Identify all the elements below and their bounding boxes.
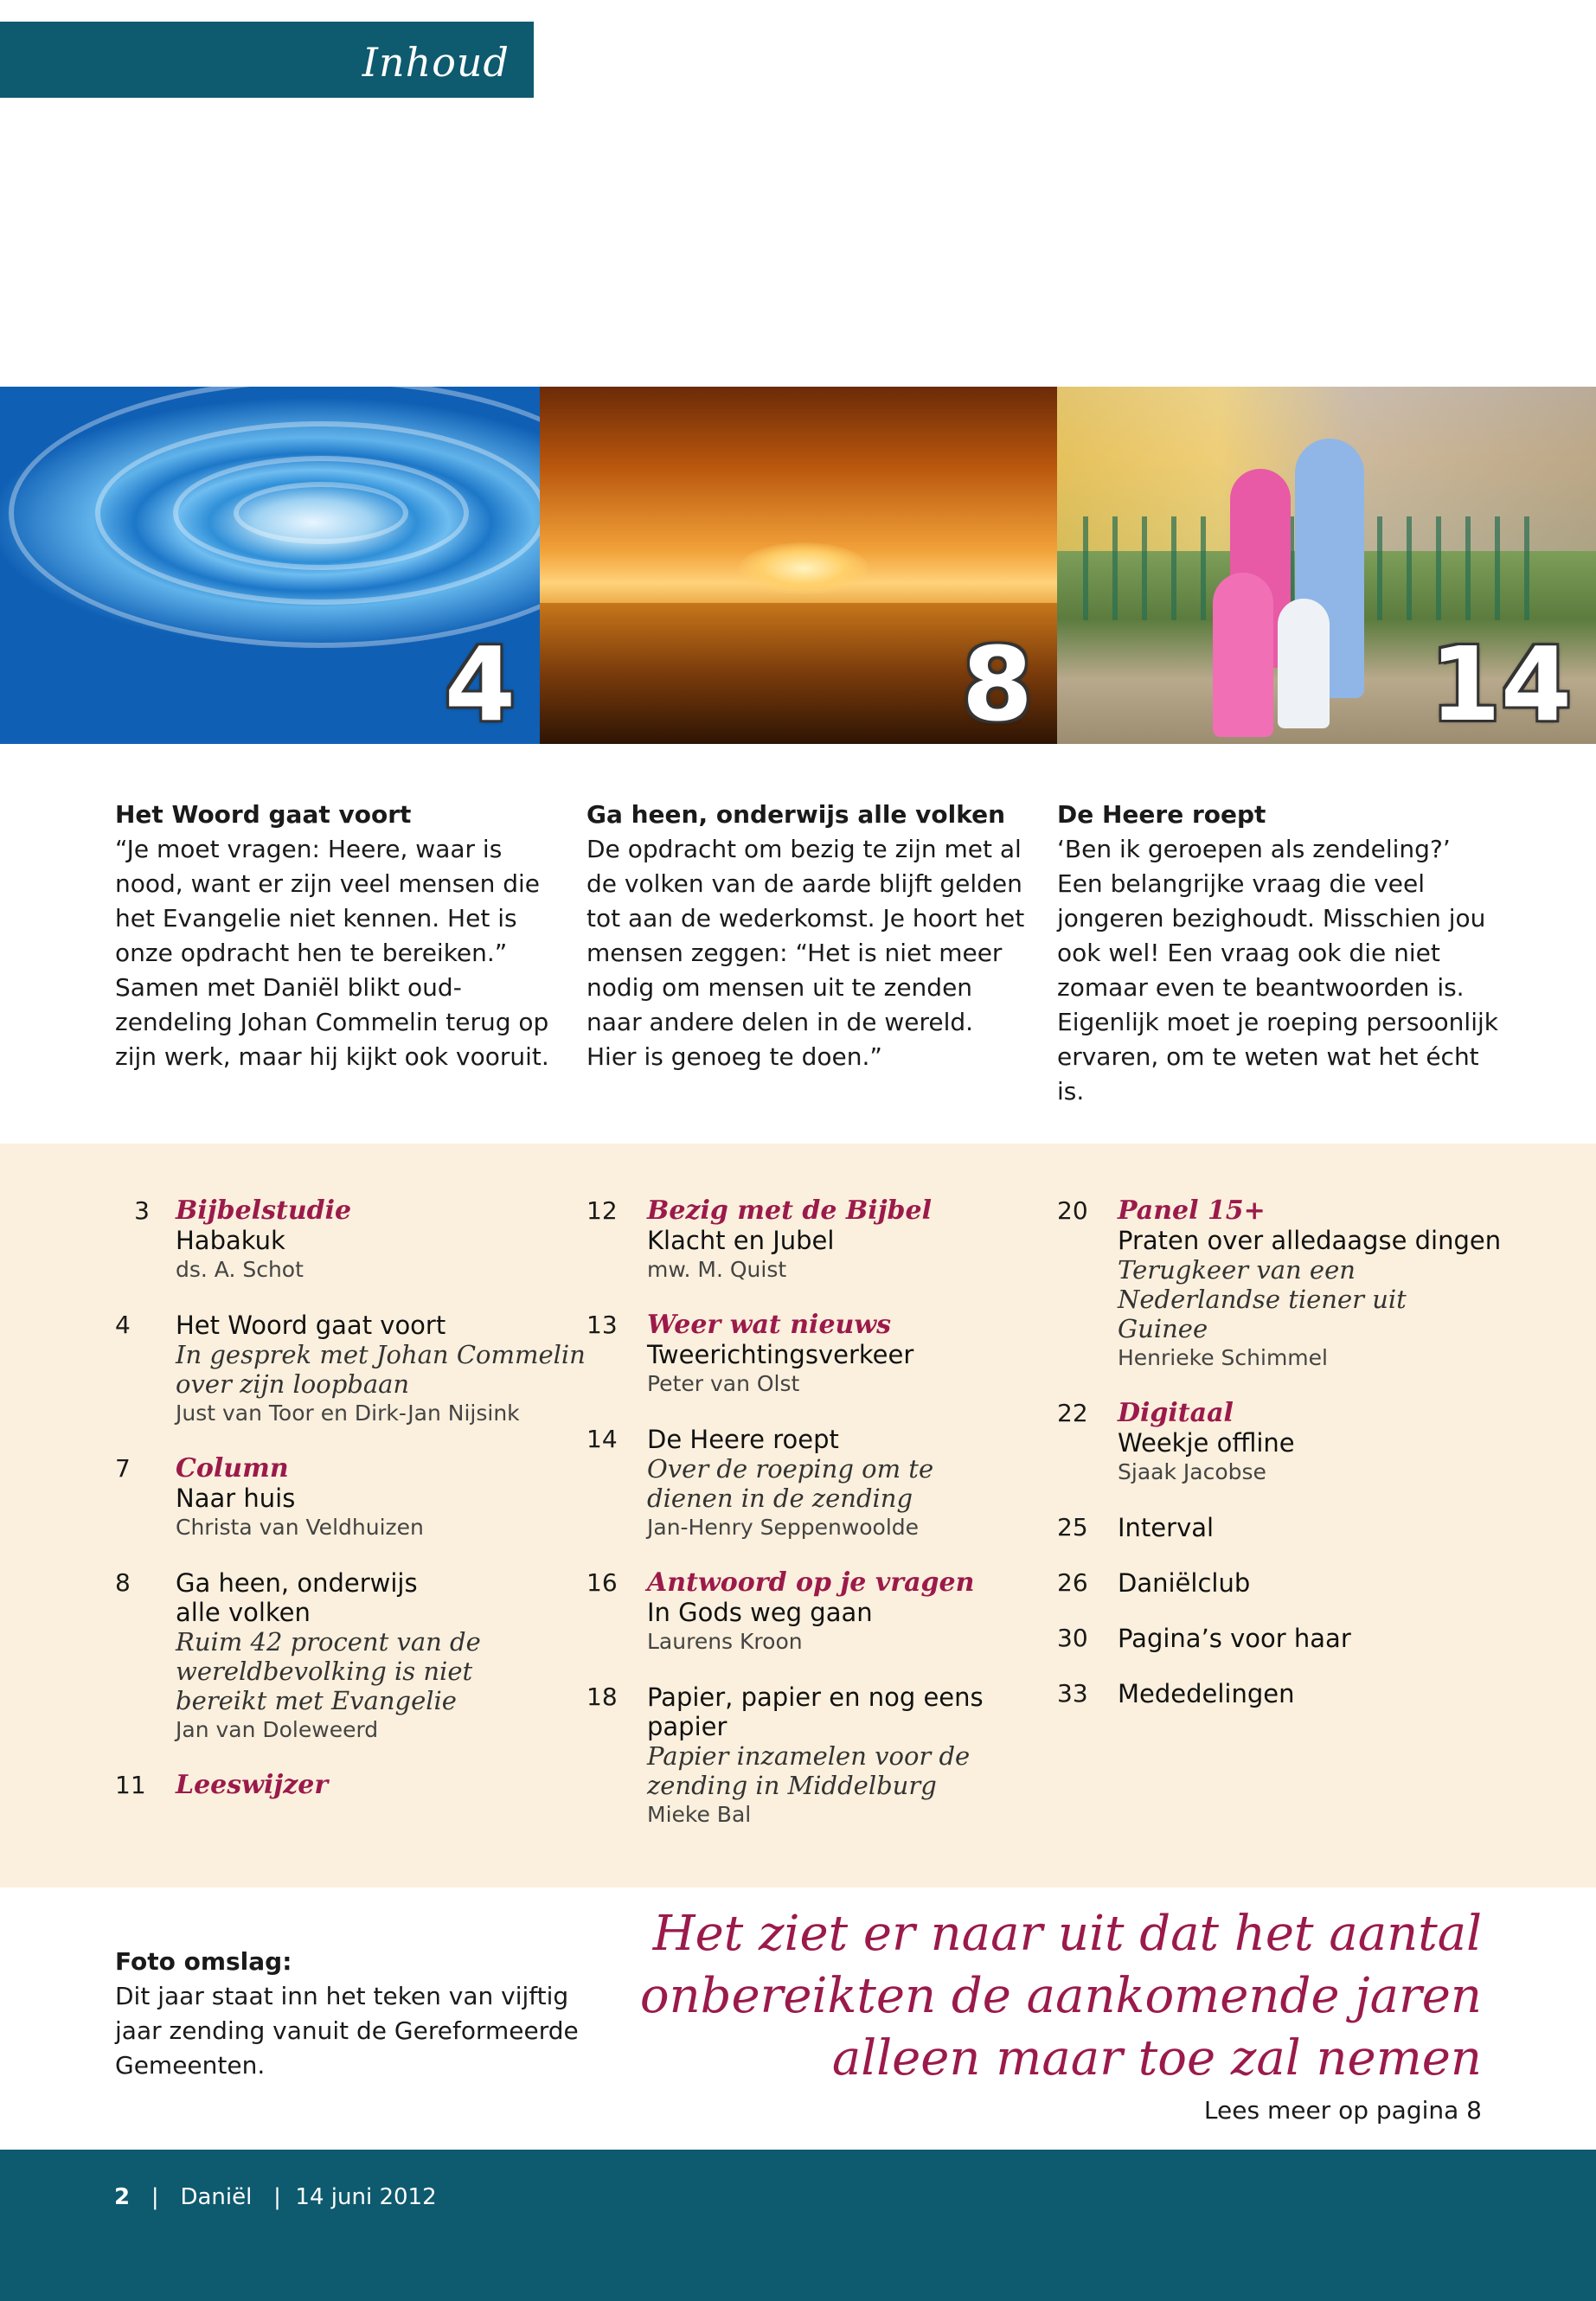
contents-entry[interactable] [1057, 1399, 1542, 1487]
section-label: Inhoud [362, 39, 510, 86]
entry-subtitle: Terugkeer van een Nederlandse tiener uit Guinee [1118, 1255, 1407, 1343]
entry-title: In Gods weg gaan [647, 1598, 873, 1627]
entry-title: Daniëlclub [1118, 1568, 1251, 1598]
person [1278, 599, 1330, 728]
entry-title: Papier, papier en nog eens papier [647, 1682, 984, 1741]
intro-title: De Heere roept [1057, 800, 1266, 829]
entry-title: Ga heen, onderwijs alle volken [176, 1568, 418, 1627]
contents-entry[interactable] [115, 1771, 599, 1800]
intro-column-1[interactable] [115, 798, 556, 1074]
footer-page-number: 2 [114, 2184, 131, 2210]
contents-entry[interactable] [1057, 1624, 1542, 1653]
entry-page: 22 [1057, 1399, 1088, 1427]
entry-page: 12 [586, 1196, 618, 1225]
entry-title: Weekje offline [1118, 1428, 1295, 1458]
contents-column-2 [586, 1196, 1071, 1856]
entry-category: Digitaal [1118, 1398, 1234, 1428]
entry-page: 16 [586, 1568, 618, 1597]
entry-author: Jan van Doleweerd [176, 1717, 379, 1742]
contents-entry[interactable] [1057, 1196, 1542, 1373]
contents-entry[interactable] [586, 1425, 1071, 1542]
person [1213, 573, 1273, 737]
contents-column-3 [1057, 1196, 1542, 1734]
entry-page: 8 [115, 1568, 131, 1597]
photo-page-number: 14 [1429, 625, 1572, 744]
photo-sunset[interactable] [540, 387, 1057, 744]
contents-entry[interactable] [1057, 1679, 1542, 1708]
entry-author: Peter van Olst [647, 1371, 800, 1396]
contents-entry[interactable] [1057, 1513, 1542, 1542]
footer-separator: | [137, 2184, 174, 2210]
entry-author: Jan-Henry Seppenwoolde [647, 1515, 920, 1540]
entry-title: Interval [1118, 1513, 1215, 1542]
entry-page: 13 [586, 1311, 618, 1339]
entry-page: 7 [115, 1454, 131, 1483]
entry-page: 18 [586, 1682, 618, 1711]
entry-page: 26 [1057, 1568, 1088, 1597]
cover-caption-title: Foto omslag: [115, 1947, 292, 1976]
entry-page: 14 [586, 1425, 618, 1453]
photo-family[interactable] [1057, 387, 1596, 744]
entry-category: Antwoord op je vragen [647, 1567, 975, 1598]
pull-quote: Het ziet er naar uit dat het aantal onbereikten de aankomende jaren alleen maar toe zal nemen [639, 1906, 1482, 2086]
entry-page: 3 [134, 1196, 150, 1225]
contents-column-1 [115, 1196, 599, 1826]
entry-title: Praten over alledaagse dingen [1118, 1226, 1502, 1255]
section-header [0, 22, 534, 98]
contents-entry[interactable] [115, 1454, 599, 1542]
entry-title: Mededelingen [1118, 1679, 1295, 1708]
intro-text: ‘Ben ik geroepen als zendeling?’ Een belangrijke vraag die veel jongeren bezighoudt. Misschien jou ook wel! Een vraag ook die niet zomaar even te beantwoorden is. Eigenlijk moet je roeping persoonlijk ervaren, om te weten wat het écht is. [1057, 835, 1498, 1106]
contents-entry[interactable] [586, 1568, 1071, 1657]
entry-author: Laurens Kroon [647, 1629, 803, 1654]
entry-page: 25 [1057, 1513, 1088, 1541]
contents-entry[interactable] [586, 1196, 1071, 1285]
intro-text: De opdracht om bezig te zijn met al de volken van de aarde blijft gelden tot aan de wederkomst. Je hoort het mensen zeggen: “Het is niet meer nodig om mensen uit te zenden naar andere delen in de wereld. Hier is genoeg te doen.” [586, 835, 1025, 1071]
entry-author: Sjaak Jacobse [1118, 1459, 1266, 1484]
intro-title: Ga heen, onderwijs alle volken [586, 800, 1006, 829]
entry-category: Column [176, 1453, 289, 1484]
photo-water-ripples[interactable] [0, 387, 540, 744]
contents-entry[interactable] [586, 1311, 1071, 1399]
contents-entry[interactable] [115, 1196, 599, 1285]
contents-entry[interactable] [1057, 1568, 1542, 1598]
page-footer [0, 2150, 1596, 2301]
entry-subtitle: Papier inzamelen voor de zending in Middelburg [647, 1741, 971, 1800]
entry-category: Weer wat nieuws [647, 1310, 892, 1340]
cover-photo-caption [115, 1945, 599, 2083]
photo-page-number: 4 [444, 625, 516, 744]
entry-title: Pagina’s voor haar [1118, 1624, 1351, 1653]
footer-text [114, 2184, 437, 2210]
read-more-link[interactable]: Lees meer op pagina 8 [1203, 2096, 1482, 2125]
intro-text: “Je moet vragen: Heere, waar is nood, want er zijn veel mensen die het Evangelie niet kennen. Het is onze opdracht hen te bereiken.” Samen met Daniël blikt oud-zendeling Johan Commelin terug op zijn werk, maar hij kijkt ook vooruit. [115, 835, 549, 1071]
ripple [9, 387, 540, 648]
sun [739, 542, 869, 594]
photo-page-number: 8 [961, 625, 1033, 744]
entry-page: 11 [115, 1771, 146, 1799]
entry-title: Naar huis [176, 1484, 296, 1513]
entry-author: mw. M. Quist [647, 1257, 787, 1282]
entry-title: Habakuk [176, 1226, 285, 1255]
cover-caption-text: Dit jaar staat inn het teken van vijftig jaar zending vanuit de Gereformeerde Gemeenten. [115, 1982, 579, 2080]
footer-magazine: Daniël [180, 2184, 253, 2210]
entry-title: Klacht en Jubel [647, 1226, 835, 1255]
footer-separator: | [259, 2184, 289, 2210]
entry-subtitle: In gesprek met Johan Commelin over zijn loopbaan [176, 1340, 586, 1399]
entry-page: 33 [1057, 1679, 1088, 1708]
entry-author: ds. A. Schot [176, 1257, 304, 1282]
contents-entry[interactable] [115, 1568, 599, 1745]
contents-entry[interactable] [586, 1682, 1071, 1830]
entry-author: Just van Toor en Dirk-Jan Nijsink [176, 1400, 520, 1426]
entry-category: Bijbelstudie [176, 1195, 352, 1226]
entry-page: 4 [115, 1311, 131, 1339]
entry-page: 20 [1057, 1196, 1088, 1225]
entry-subtitle: Over de roeping om te dienen in de zending [647, 1454, 934, 1513]
footer-date: 14 juni 2012 [295, 2184, 437, 2210]
entry-title: Tweerichtingsverkeer [647, 1340, 914, 1369]
entry-title: Het Woord gaat voort [176, 1311, 446, 1340]
entry-page: 30 [1057, 1624, 1088, 1652]
contents-entry[interactable] [115, 1311, 599, 1428]
entry-author: Henrieke Schimmel [1118, 1345, 1328, 1370]
entry-author: Christa van Veldhuizen [176, 1515, 424, 1540]
entry-subtitle: Ruim 42 procent van de wereldbevolking is niet bereikt met Evangelie [176, 1627, 481, 1715]
intro-title: Het Woord gaat voort [115, 800, 412, 829]
entry-category: Panel 15+ [1118, 1195, 1266, 1226]
intro-column-2[interactable] [586, 798, 1028, 1074]
entry-author: Mieke Bal [647, 1802, 752, 1827]
entry-title: De Heere roept [647, 1425, 839, 1454]
entry-category: Leeswijzer [176, 1770, 329, 1800]
entry-category: Bezig met de Bijbel [647, 1195, 933, 1226]
intro-column-3[interactable] [1057, 798, 1498, 1109]
